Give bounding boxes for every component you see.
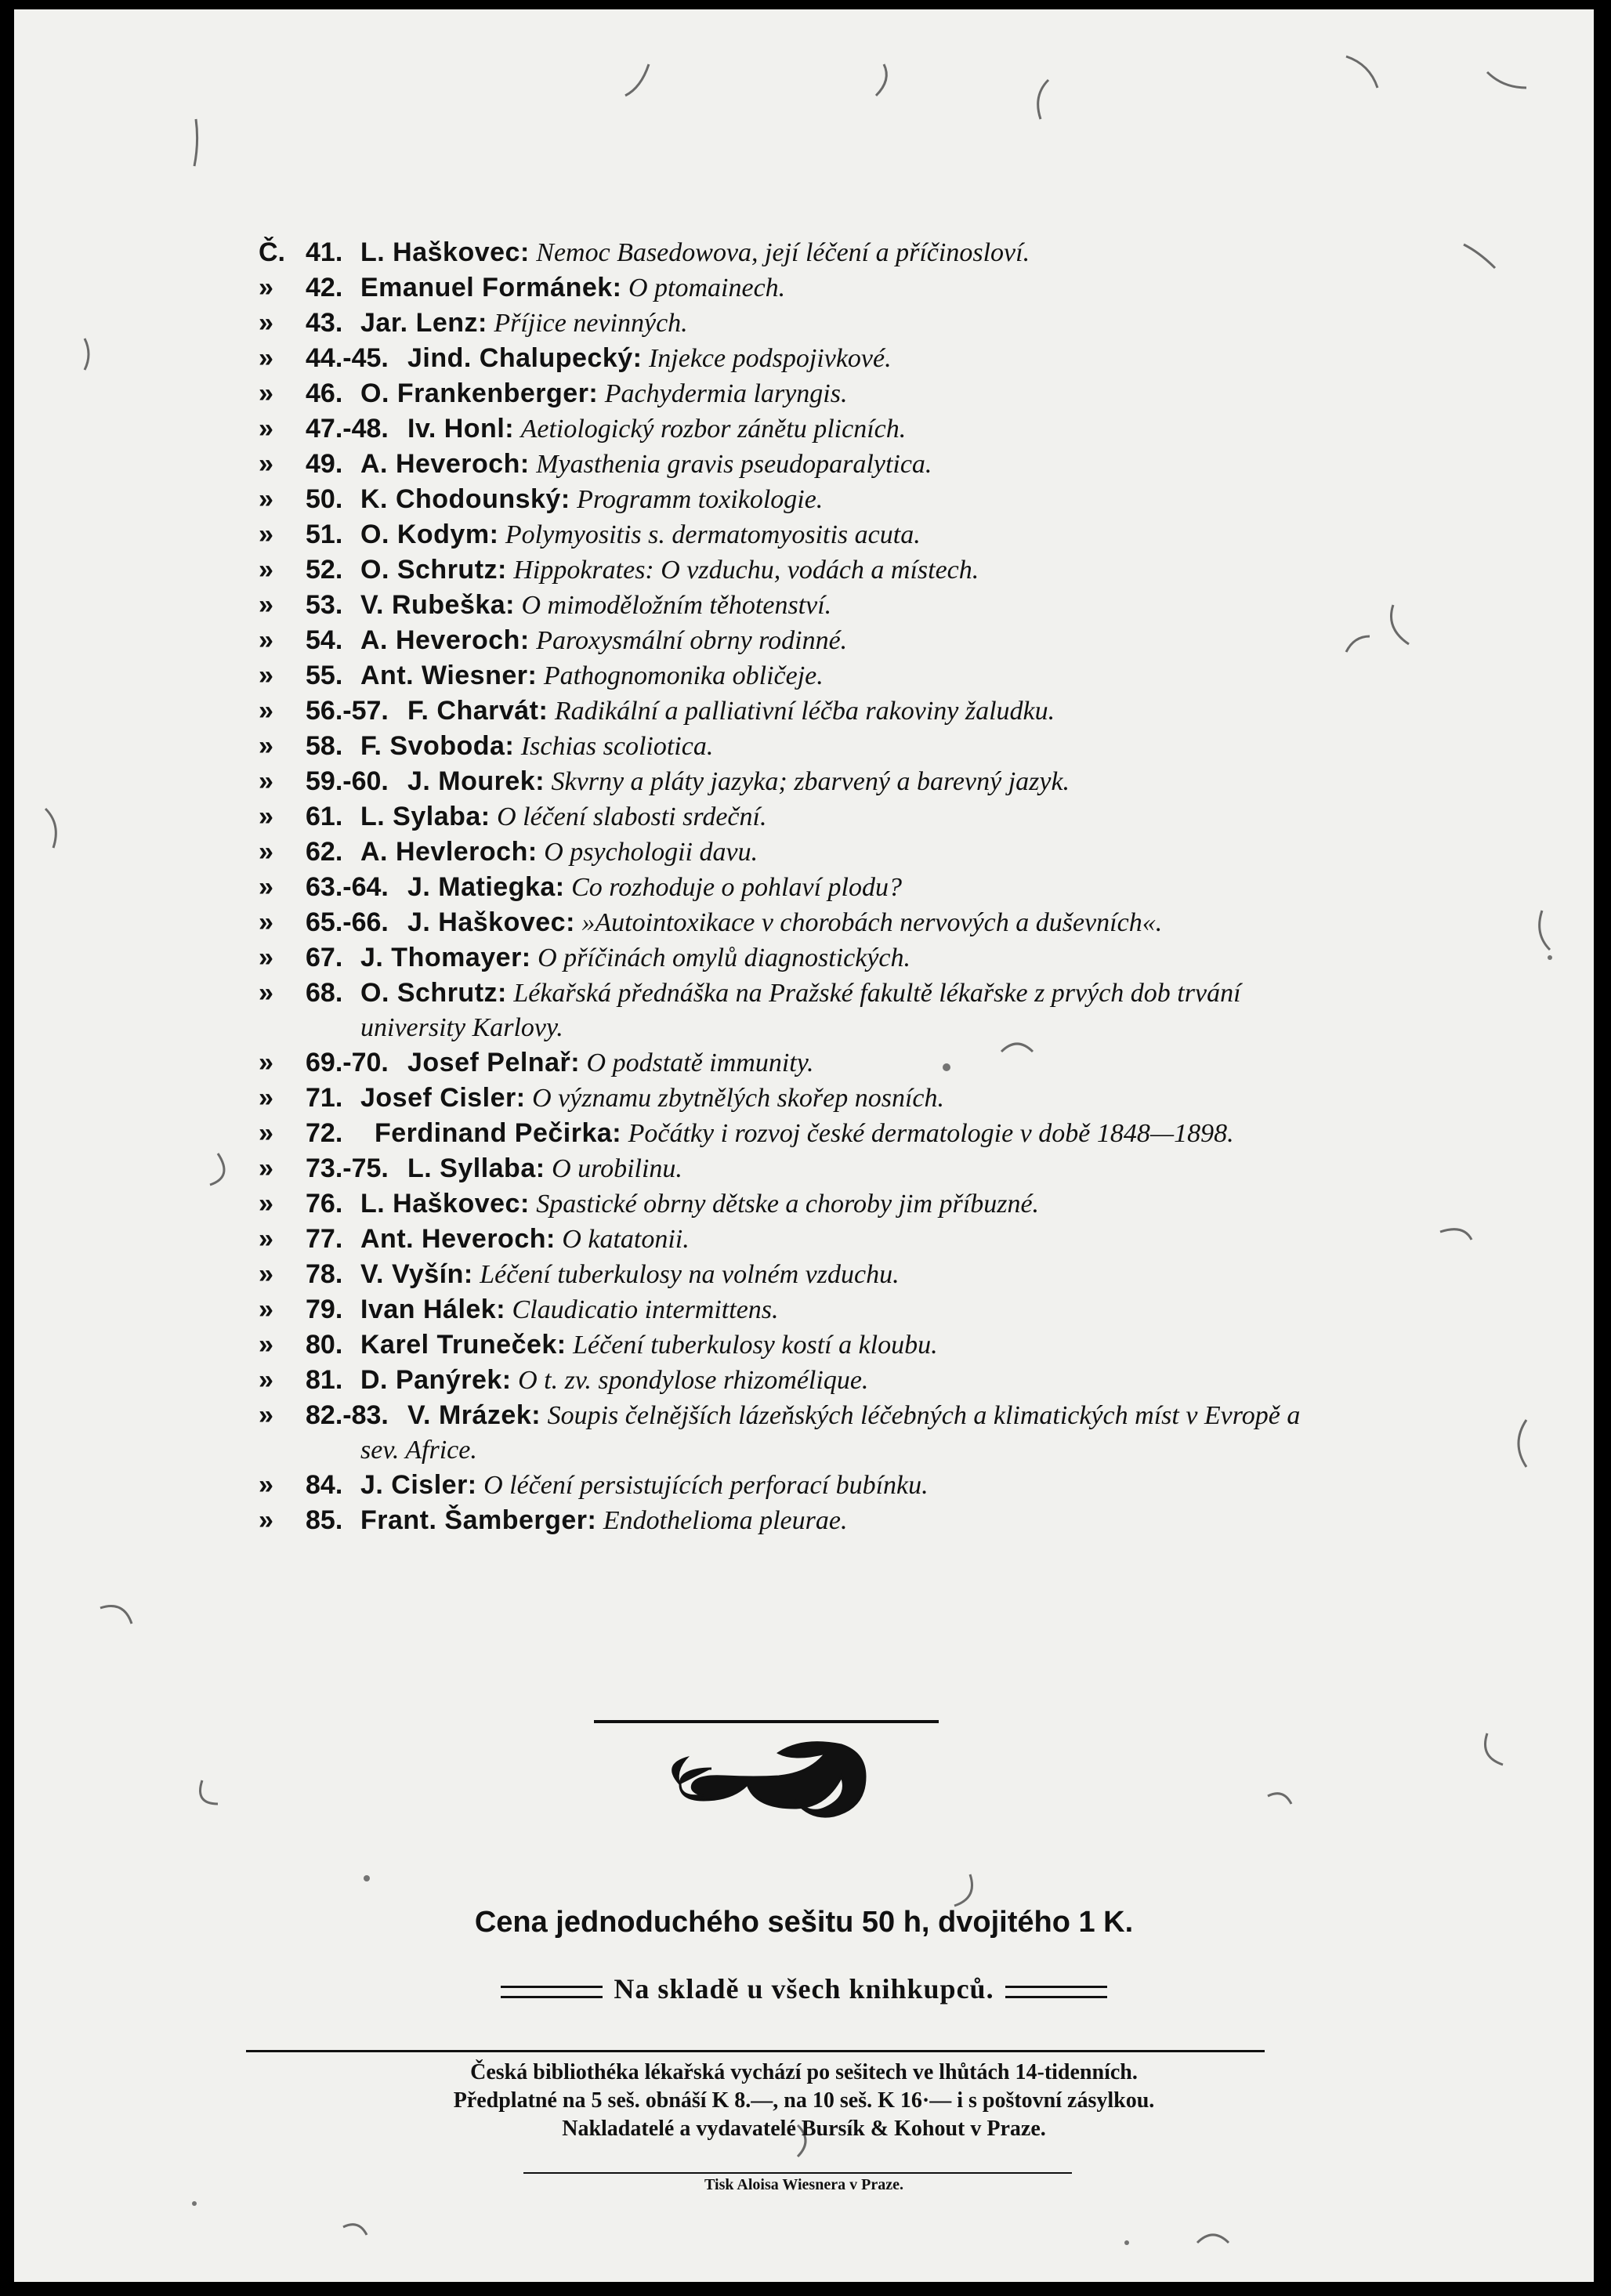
footer-line-publishers: Nakladatelé a vydavatelé Bursík & Kohout v Praze. bbox=[562, 2117, 1046, 2141]
price-line: Cena jednoduchého sešitu 50 h, dvojitého 1 K. bbox=[474, 1906, 1134, 1939]
list-item: » 72. Ferdinand Pečirka: Počátky i rozvoj české dermatologie v době 1848—1898. bbox=[259, 1118, 1234, 1148]
list-item: » 68. O. Schrutz: Lékařská přednáška na Pražské fakultě lékařske z prvých dob trvání university Karlovy. bbox=[259, 978, 1241, 1042]
list-item: Č. 41. L. Haškovec: Nemoc Basedowova, její léčení a příčinosloví. bbox=[259, 237, 1030, 267]
list-item: » 79. Ivan Hálek: Claudicatio intermittens. bbox=[259, 1295, 779, 1324]
list-item: » 47.-48. Iv. Honl: Aetiologický rozbor zánětu plicních. bbox=[259, 414, 907, 444]
list-item: » 77. Ant. Heveroch: O katatonii. bbox=[259, 1224, 690, 1254]
page bbox=[14, 9, 1594, 2282]
list-item: » 59.-60. J. Mourek: Skvrny a pláty jazyka; zbarvený a barevný jazyk. bbox=[259, 766, 1070, 796]
list-item: » 49. A. Heveroch: Myasthenia gravis pseudoparalytica. bbox=[259, 449, 932, 479]
divider-short bbox=[523, 2172, 1072, 2174]
stock-notice: Na skladě u všech knihkupců. bbox=[14, 1972, 1594, 2005]
list-item: » 78. V. Vyšín: Léčení tuberkulosy na volném vzduchu. bbox=[259, 1259, 900, 1289]
list-item: » 63.-64. J. Matiegka: Co rozhoduje o pohlaví plodu? bbox=[259, 872, 902, 902]
footer-line-frequency: Česká bibliothéka lékařská vychází po sešitech ve lhůtách 14-tidenních. bbox=[470, 2060, 1138, 2084]
list-item: » 51. O. Kodym: Polymyositis s. dermatomyositis acuta. bbox=[259, 520, 921, 549]
list-item: » 50. K. Chodounský: Programm toxikologie. bbox=[259, 484, 824, 514]
list-item: » 84. J. Cisler: O léčení persistujících perforací bubínku. bbox=[259, 1470, 929, 1500]
list-item: » 58. F. Svoboda: Ischias scoliotica. bbox=[259, 731, 714, 761]
list-item: » 81. D. Panýrek: O t. zv. spondylose rhizomélique. bbox=[259, 1365, 869, 1395]
double-rule-left bbox=[501, 1986, 603, 1998]
list-item: » 46. O. Frankenberger: Pachydermia laryngis. bbox=[259, 378, 848, 408]
printer-imprint: Tisk Aloisa Wiesnera v Praze. bbox=[704, 2176, 903, 2193]
list-item: » 69.-70. Josef Pelnař: O podstatě immunity. bbox=[259, 1048, 814, 1077]
double-rule-right bbox=[1005, 1986, 1107, 1998]
list-item: » 76. L. Haškovec: Spastické obrny dětske a choroby jim příbuzné. bbox=[259, 1189, 1040, 1219]
list-item: » 85. Frant. Šamberger: Endothelioma pleurae. bbox=[259, 1505, 848, 1535]
list-item: » 82.-83. V. Mrázek: Soupis čelnějších lázeňských léčebných a klimatických míst v Evropě a sev. Africe. bbox=[259, 1400, 1301, 1465]
publication-list bbox=[259, 235, 1301, 1538]
list-item: » 42. Emanuel Formánek: O ptomainech. bbox=[259, 273, 786, 302]
list-item: » 62. A. Hevleroch: O psychologii davu. bbox=[259, 837, 758, 867]
list-item: » 73.-75. L. Syllaba: O urobilinu. bbox=[259, 1153, 682, 1183]
list-item: » 65.-66. J. Haškovec: »Autointoxikace v chorobách nervových a duševních«. bbox=[259, 907, 1163, 937]
list-item: » 54. A. Heveroch: Paroxysmální obrny rodinné. bbox=[259, 625, 848, 655]
list-item: » 80. Karel Truneček: Léčení tuberkulosy kostí a kloubu. bbox=[259, 1330, 938, 1360]
list-item: » 61. L. Sylaba: O léčení slabosti srdeční. bbox=[259, 802, 767, 831]
publisher-footer bbox=[14, 2059, 1594, 2143]
footer-line-subscription: Předplatné na 5 seš. obnáší K 8.—, na 10 seš. K 16·— i s poštovní zásylkou. bbox=[453, 2088, 1155, 2113]
divider bbox=[246, 2050, 1265, 2052]
list-item: » 44.-45. Jind. Chalupecký: Injekce podspojivkové. bbox=[259, 343, 892, 373]
list-item: » 43. Jar. Lenz: Příjice nevinných. bbox=[259, 308, 688, 338]
list-item: » 67. J. Thomayer: O příčinách omylů diagnostických. bbox=[259, 943, 911, 972]
list-item: » 71. Josef Cisler: O významu zbytnělých skořep nosních. bbox=[259, 1083, 945, 1113]
flourish-ornament-icon bbox=[594, 1714, 939, 1831]
list-item: » 53. V. Rubeška: O mimoděložním těhotenství. bbox=[259, 590, 832, 620]
list-item: » 55. Ant. Wiesner: Pathognomonika obličeje. bbox=[259, 661, 824, 690]
list-item: » 56.-57. F. Charvát: Radikální a palliativní léčba rakoviny žaludku. bbox=[259, 696, 1055, 726]
list-item: » 52. O. Schrutz: Hippokrates: O vzduchu, vodách a místech. bbox=[259, 555, 979, 585]
